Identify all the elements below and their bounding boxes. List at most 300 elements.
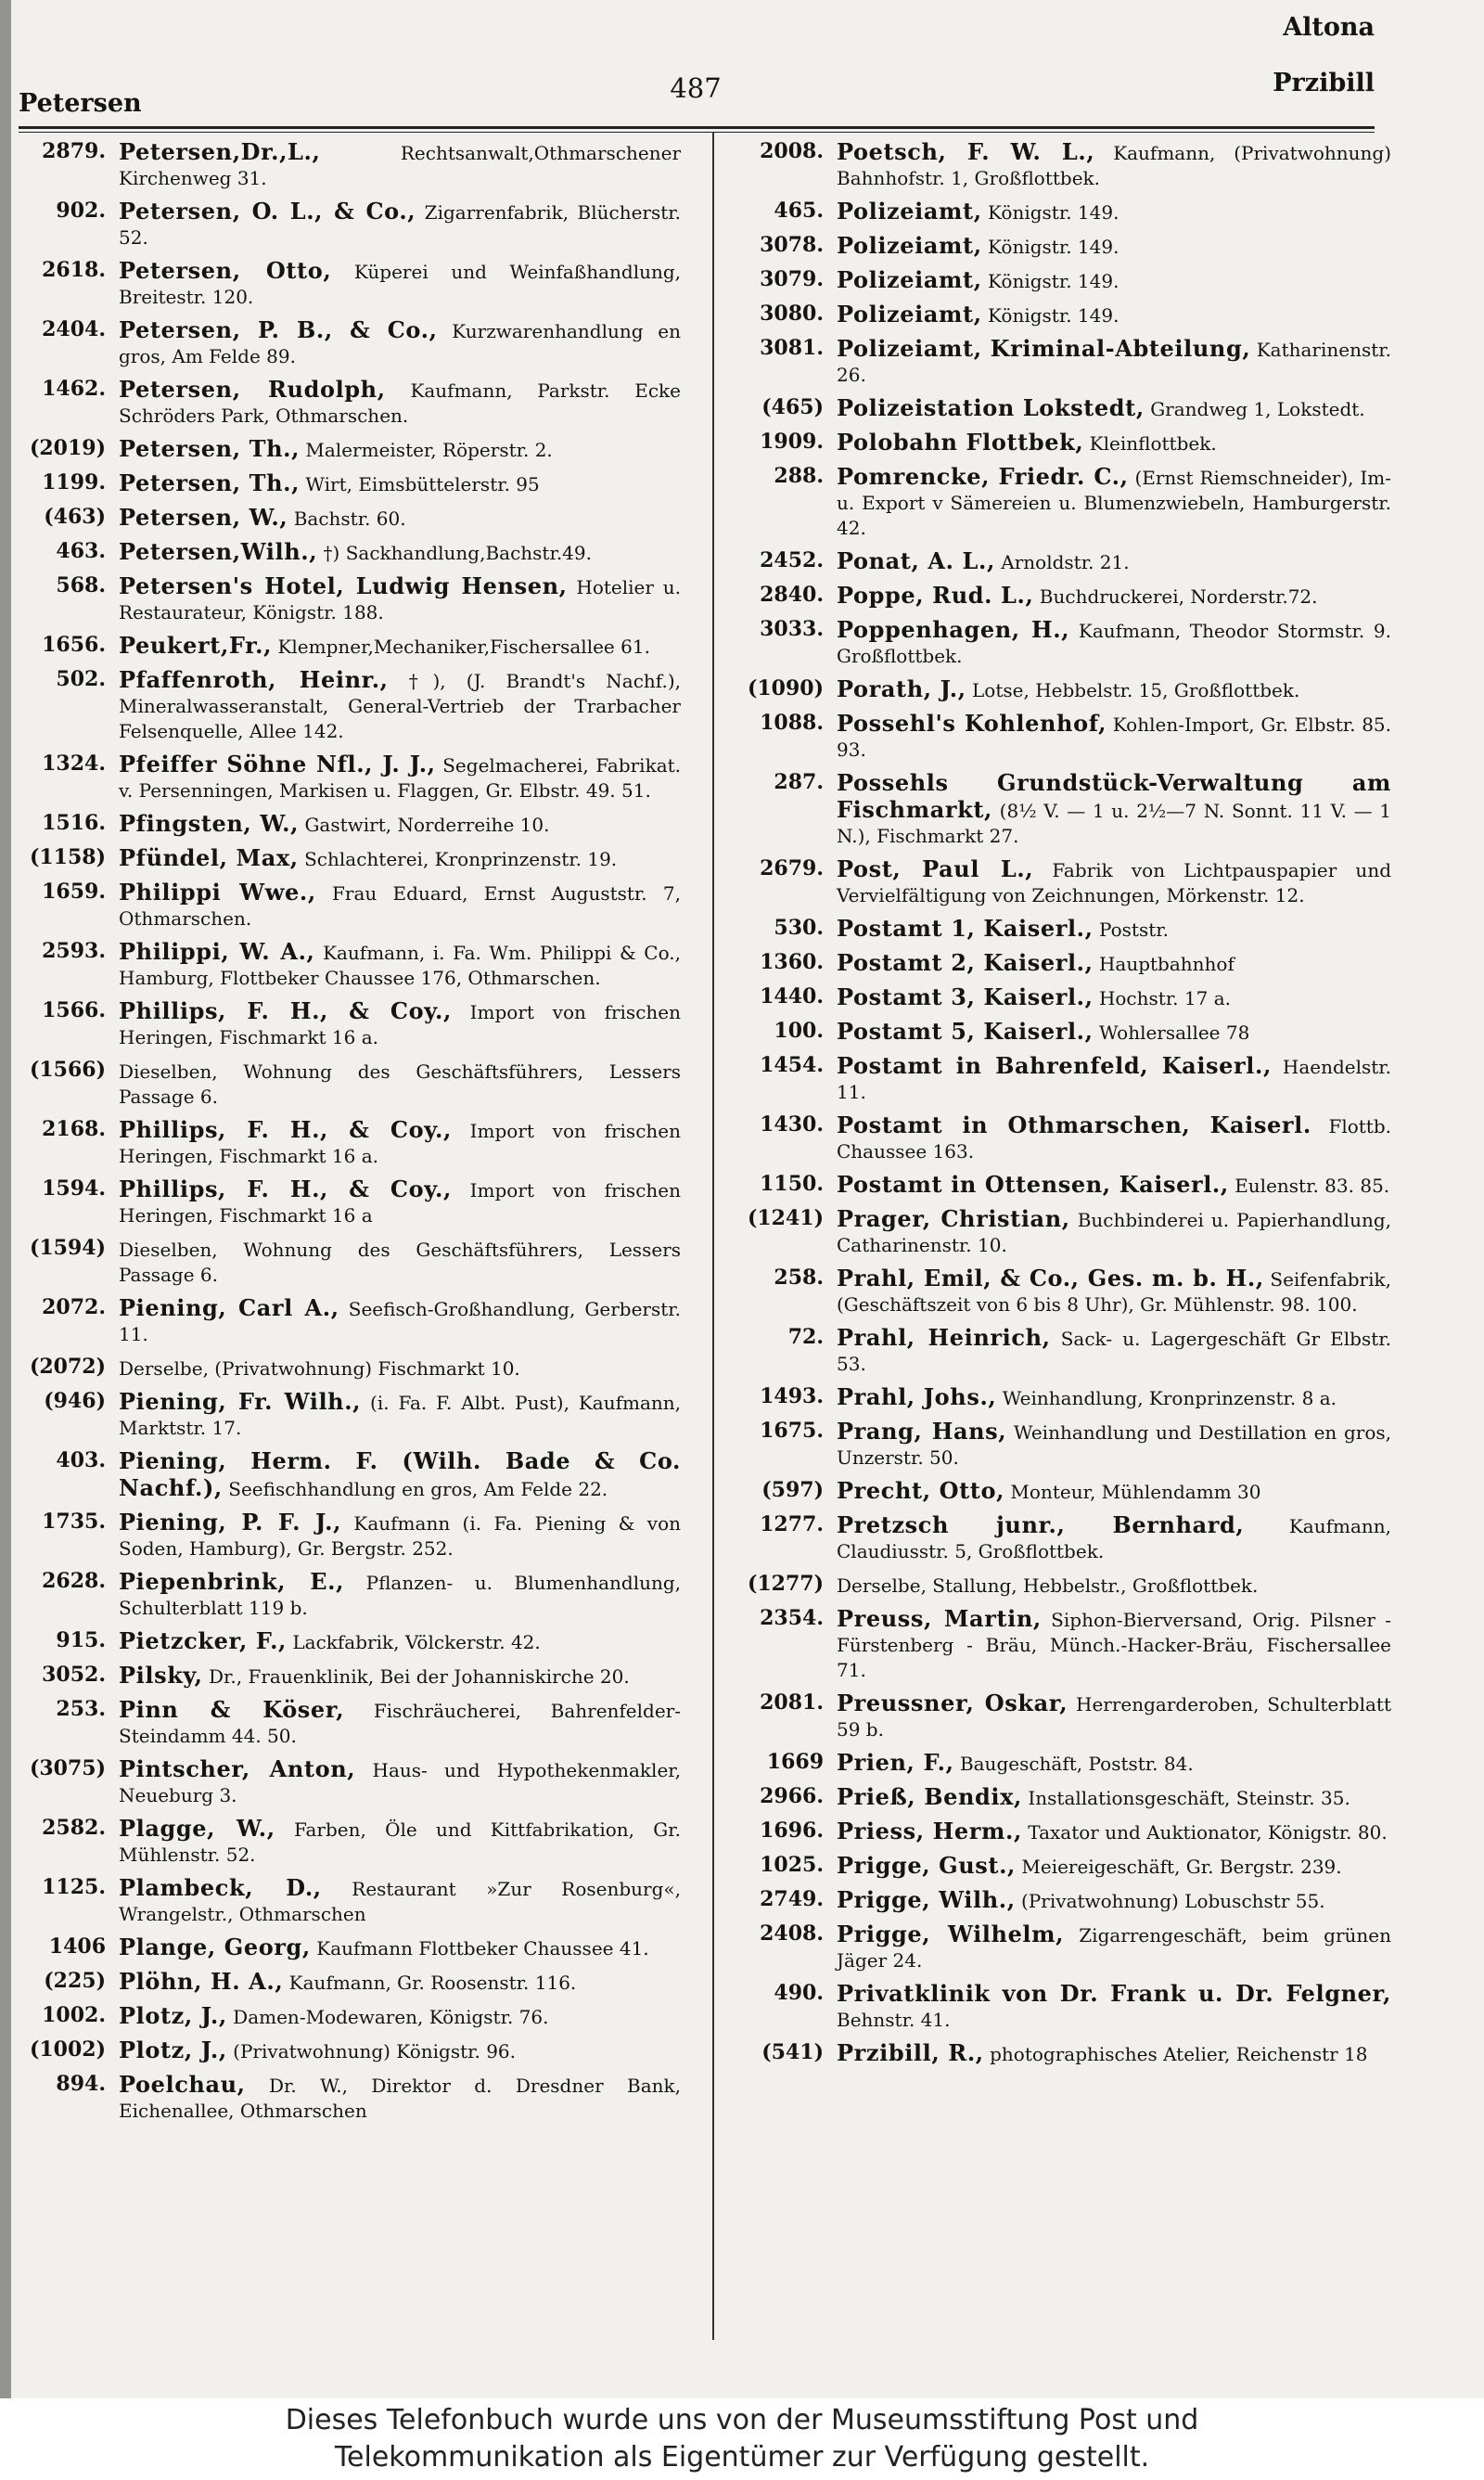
subscriber-name: Plöhn, H. A., — [119, 1968, 284, 1995]
directory-entry — [722, 1853, 1391, 1880]
phone-number: (597) — [761, 1478, 824, 1502]
entry-text — [119, 939, 681, 991]
entry-details: Königstr. 149. — [988, 270, 1119, 292]
directory-entry — [722, 2040, 1391, 2067]
entry-text — [837, 1887, 1391, 1914]
entry-text — [837, 711, 1391, 763]
subscriber-name: Petersen,Wilh., — [119, 538, 318, 565]
entry-details: Kohlen-Import, Gr. Elbstr. 85. 93. — [837, 713, 1392, 761]
subscriber-name: Philippi, W. A., — [119, 938, 315, 965]
subscriber-name: Polizeiamt, — [837, 266, 982, 293]
entry-details: Herrengarderoben, Schulterblatt 59 b. — [837, 1693, 1391, 1741]
entry-details: †), (J. Brandt's Nachf.), Mineralwasseranstalt, General-Vertrieb der Trarbacher Felsenquelle, Allee 142. — [119, 670, 681, 742]
phone-number: 1440. — [760, 984, 824, 1009]
entry-text — [119, 845, 681, 872]
directory-entry — [13, 1058, 681, 1110]
entry-details: Buchbinderei u. Papierhandlung, Catharinenstr. 10. — [837, 1209, 1391, 1256]
entry-details: Seifenfabrik, (Geschäftszeit von 6 bis 8 Uhr), Gr. Mühlenstr. 98. 100. — [837, 1268, 1391, 1316]
directory-entry — [722, 1478, 1391, 1505]
subscriber-name: Possehl's Kohlenhof, — [837, 710, 1107, 737]
phone-number: 258. — [774, 1266, 824, 1290]
page-edge-shadow — [0, 0, 11, 2398]
directory-entry — [722, 1784, 1391, 1811]
entry-text — [119, 998, 681, 1050]
directory-entry — [13, 1875, 681, 1927]
entry-text — [119, 1176, 681, 1228]
entry-text — [837, 1784, 1391, 1811]
entry-text — [837, 1172, 1391, 1199]
phone-number: (1594) — [29, 1236, 106, 1260]
directory-entry — [13, 998, 681, 1050]
entry-text — [119, 1355, 681, 1381]
directory-entry — [722, 950, 1391, 977]
entry-text — [837, 233, 1391, 260]
subscriber-name: Peukert,Fr., — [119, 632, 273, 659]
directory-entry — [722, 1921, 1391, 1973]
subscriber-name: Preuss, Martin, — [837, 1605, 1042, 1632]
left-column — [13, 139, 681, 2131]
entry-details: Dr. W., Direktor d. Dresdner Bank, Eichenallee, Othmarschen — [119, 2075, 681, 2122]
entry-details: Bachstr. 60. — [293, 508, 406, 530]
directory-entry — [13, 667, 681, 744]
phone-number: 463. — [56, 539, 106, 563]
phone-number: 2168. — [42, 1117, 106, 1141]
phone-number: 1696. — [760, 1818, 824, 1843]
phone-number: (1090) — [747, 676, 824, 700]
phone-number: 100. — [774, 1019, 824, 1043]
entry-details: Kaufmann, Gr. Roosenstr. 116. — [288, 1972, 577, 1994]
entry-details: Hauptbahnhof — [1098, 953, 1235, 975]
page-number: 487 — [670, 72, 722, 104]
subscriber-name: Petersen, Otto, — [119, 257, 332, 284]
phone-number: 1277. — [760, 1512, 824, 1536]
phone-number: 502. — [56, 667, 106, 691]
entry-text — [837, 676, 1391, 703]
entry-text — [837, 617, 1391, 669]
phone-number: 3079. — [760, 267, 824, 291]
directory-entry — [722, 711, 1391, 763]
entry-details: Taxator und Auktionator, Königstr. 80. — [1028, 1821, 1388, 1844]
subscriber-name: Postamt in Ottensen, Kaiserl., — [837, 1171, 1229, 1198]
entry-text — [119, 1448, 681, 1502]
subscriber-name: Petersen, W., — [119, 504, 288, 531]
directory-entry — [13, 2037, 681, 2064]
phone-number: 3052. — [42, 1663, 106, 1687]
subscriber-name: Preussner, Oskar, — [837, 1690, 1068, 1716]
directory-entry — [722, 302, 1391, 328]
entry-details: (8½ V. — 1 u. 2½—7 N. Sonnt. 11 V. — 1 N.), Fischmarkt 27. — [837, 800, 1391, 847]
subscriber-name: Piening, Fr. Wilh., — [119, 1388, 362, 1415]
entry-text — [119, 2003, 681, 2030]
phone-number: 894. — [56, 2072, 106, 2096]
entry-text — [837, 1384, 1391, 1411]
entry-details: Zigarrengeschäft, beim grünen Jäger 24. — [837, 1924, 1392, 1972]
phone-number: 530. — [774, 916, 824, 940]
directory-entry — [722, 548, 1391, 575]
entry-details: Seefischhandlung en gros, Am Felde 22. — [228, 1478, 608, 1500]
directory-entry — [722, 1384, 1391, 1411]
phone-number: 3078. — [760, 233, 824, 257]
phone-number: 1360. — [760, 950, 824, 974]
entry-text — [119, 1058, 681, 1110]
entry-text — [119, 880, 681, 932]
entry-text — [119, 1389, 681, 1441]
entry-details: Küperei und Weinfaßhandlung, Breitestr. 120. — [119, 261, 682, 308]
phone-number: 1199. — [42, 470, 106, 495]
subscriber-name: Piening, Carl A., — [119, 1294, 339, 1321]
subscriber-name: Pfingsten, W., — [119, 810, 300, 837]
subscriber-name: Pinn & Köser, — [119, 1696, 345, 1723]
directory-entry — [722, 856, 1391, 908]
directory-entry — [722, 1981, 1391, 2033]
entry-text — [837, 950, 1391, 977]
running-head-location: Altona — [1283, 13, 1375, 42]
subscriber-name: Prahl, Heinrich, — [837, 1324, 1051, 1351]
subscriber-name: Prigge, Gust., — [837, 1852, 1017, 1879]
entry-text — [119, 1569, 681, 1621]
phone-number: 2354. — [760, 1606, 824, 1630]
entry-details: Farben, Öle und Kittfabrikation, Gr. Mühlenstr. 52. — [119, 1818, 681, 1866]
phone-number: (1566) — [29, 1058, 106, 1082]
subscriber-name: Polizeiamt, — [837, 301, 982, 328]
phone-number: 2628. — [42, 1569, 106, 1593]
entry-text — [837, 1112, 1391, 1164]
entry-details: Buchdruckerei, Norderstr.72. — [1039, 585, 1318, 608]
phone-number: 2618. — [42, 258, 106, 282]
directory-entry — [13, 1355, 681, 1381]
entry-details: Hotelier u. Restaurateur, Königstr. 188. — [119, 576, 682, 623]
subscriber-name: Porath, J., — [837, 675, 966, 702]
subscriber-name: Precht, Otto, — [837, 1477, 1005, 1504]
entry-text — [119, 470, 681, 497]
entry-details: Wohlersallee 78 — [1098, 1022, 1250, 1044]
entry-text — [119, 1934, 681, 1961]
subscriber-name: Ponat, A. L., — [837, 547, 995, 574]
entry-details: Installationsgeschäft, Steinstr. 35. — [1028, 1787, 1350, 1809]
entry-details: Kaufmann, i. Fa. Wm. Philippi & Co., Hamburg, Flottbeker Chaussee 176, Othmarschen. — [119, 942, 682, 989]
directory-entry — [13, 1697, 681, 1749]
entry-details: Katharinenstr. 26. — [837, 339, 1391, 386]
entry-details: Sack- u. Lagergeschäft Gr Elbstr. 53. — [837, 1328, 1391, 1375]
entry-text — [837, 1266, 1391, 1317]
phone-number: 915. — [56, 1628, 106, 1652]
directory-entry — [722, 139, 1391, 191]
directory-entry — [13, 258, 681, 310]
phone-number: 1454. — [760, 1053, 824, 1077]
entry-details: Dr., Frauenklinik, Bei der Johanniskirche 20. — [209, 1665, 630, 1688]
directory-entry — [13, 1389, 681, 1441]
directory-entry — [13, 752, 681, 803]
entry-details: Eulenstr. 83. 85. — [1235, 1175, 1390, 1197]
directory-entry — [13, 573, 681, 625]
subscriber-name: Petersen's Hotel, Ludwig Hensen, — [119, 572, 568, 599]
entry-text — [119, 199, 681, 251]
phone-number: 490. — [774, 1981, 824, 2005]
running-head-right: Przibill — [1273, 69, 1375, 97]
header-rule-thin — [19, 132, 1375, 133]
entry-text — [837, 336, 1391, 388]
subscriber-name: Plotz, J., — [119, 2002, 227, 2029]
phone-number: 1659. — [42, 880, 106, 904]
entry-details: Hochstr. 17 a. — [1098, 987, 1231, 1009]
subscriber-name: Prang, Hans, — [837, 1418, 1007, 1445]
entry-text — [837, 548, 1391, 575]
entry-details: Monteur, Mühlendamm 30 — [1010, 1481, 1261, 1503]
directory-entry — [722, 1887, 1391, 1914]
entry-details: (Privatwohnung) Lobuschstr 55. — [1021, 1890, 1325, 1912]
subscriber-name: Post, Paul L., — [837, 855, 1034, 882]
subscriber-name: Polizeistation Lokstedt, — [837, 394, 1145, 421]
directory-entry — [722, 1325, 1391, 1377]
phone-number: (946) — [44, 1389, 106, 1413]
subscriber-name: Plambeck, D., — [119, 1874, 322, 1901]
running-head-left: Petersen — [19, 89, 142, 118]
directory-entry — [722, 395, 1391, 422]
directory-entry — [13, 845, 681, 872]
directory-entry — [13, 811, 681, 838]
entry-details: Dieselben, Wohnung des Geschäftsführers, Lessers Passage 6. — [119, 1060, 681, 1108]
entry-details: Grandweg 1, Lokstedt. — [1150, 398, 1365, 420]
entry-details: (i. Fa. F. Albt. Pust), Kaufmann, Marktstr. 17. — [119, 1392, 681, 1439]
subscriber-name: Plotz, J., — [119, 2037, 227, 2063]
footer-line-1: Dieses Telefonbuch wurde uns von der Museumsstiftung Post und — [285, 2404, 1199, 2436]
phone-number: 2749. — [760, 1887, 824, 1911]
subscriber-name: Pfündel, Max, — [119, 844, 299, 871]
subscriber-name: Philippi Wwe., — [119, 879, 316, 906]
directory-entry — [13, 436, 681, 463]
directory-entry — [722, 1266, 1391, 1317]
directory-entry — [722, 1690, 1391, 1742]
subscriber-name: Petersen, Th., — [119, 469, 301, 496]
phone-number: 3081. — [760, 336, 824, 360]
entry-text — [837, 1853, 1391, 1880]
entry-text — [119, 1875, 681, 1927]
phone-number: 2679. — [760, 856, 824, 880]
subscriber-name: Petersen, P. B., & Co., — [119, 316, 438, 343]
entry-details: Kaufmann, Theodor Stormstr. 9. Großflottbek. — [837, 620, 1392, 667]
entry-details: Kaufmann, Claudiusstr. 5, Großflottbek. — [837, 1515, 1392, 1562]
directory-entry — [13, 199, 681, 251]
directory-entry — [13, 470, 681, 497]
entry-details: Malermeister, Röperstr. 2. — [305, 439, 553, 461]
entry-details: Fischräucherei, Bahrenfelder-Steindamm 44. 50. — [119, 1700, 681, 1747]
entry-text — [837, 395, 1391, 422]
directory-entry — [13, 1756, 681, 1808]
directory-entry — [13, 1934, 681, 1961]
phone-number: 2582. — [42, 1816, 106, 1840]
phone-number: 72. — [787, 1325, 824, 1349]
entry-text — [837, 199, 1391, 225]
subscriber-name: Piening, Herm. F. (Wilh. Bade & Co. Nachf.), — [119, 1447, 681, 1501]
subscriber-name: Phillips, F. H., & Coy., — [119, 1116, 452, 1143]
phone-number: 2452. — [760, 548, 824, 572]
directory-entry — [722, 430, 1391, 456]
phone-number: 1462. — [42, 377, 106, 401]
entry-details: Pflanzen- u. Blumenhandlung, Schulterblatt 119 b. — [119, 1572, 682, 1619]
phone-number: 2404. — [42, 317, 106, 341]
directory-entry — [722, 1419, 1391, 1471]
directory-entry — [13, 2072, 681, 2124]
directory-entry — [13, 1236, 681, 1288]
entry-details: Königstr. 149. — [988, 304, 1119, 327]
phone-number: 1025. — [760, 1853, 824, 1877]
directory-entry — [13, 139, 681, 191]
directory-entry — [13, 1663, 681, 1690]
directory-entry — [13, 1448, 681, 1502]
directory-entry — [13, 317, 681, 369]
entry-text — [119, 539, 681, 566]
directory-entry — [722, 1750, 1391, 1777]
entry-text — [119, 1816, 681, 1868]
entry-text — [119, 1756, 681, 1808]
directory-entry — [722, 1172, 1391, 1199]
phone-number: 403. — [56, 1448, 106, 1472]
directory-entry — [13, 1510, 681, 1561]
directory-entry — [13, 1295, 681, 1347]
entry-text — [837, 464, 1391, 541]
entry-details: Fabrik von Lichtpauspapier und Vervielfältigung von Zeichnungen, Mörkenstr. 12. — [837, 859, 1391, 906]
phone-number: 1150. — [760, 1172, 824, 1196]
directory-entry — [722, 1053, 1391, 1105]
entry-details: Schlachterei, Kronprinzenstr. 19. — [304, 848, 618, 870]
directory-entry — [13, 1569, 681, 1621]
phone-number: 1406 — [48, 1934, 106, 1959]
phone-number: 1656. — [42, 633, 106, 657]
directory-entry — [13, 505, 681, 532]
entry-text — [837, 1750, 1391, 1777]
entry-details: Kaufmann (i. Fa. Piening & von Soden, Hamburg), Gr. Bergstr. 252. — [119, 1512, 681, 1560]
phone-number: (3075) — [29, 1756, 106, 1780]
subscriber-name: Postamt in Bahrenfeld, Kaiserl., — [837, 1052, 1272, 1079]
directory-entry — [13, 1117, 681, 1169]
subscriber-name: Poppenhagen, H., — [837, 616, 1070, 643]
subscriber-name: Phillips, F. H., & Coy., — [119, 1176, 452, 1202]
directory-entry — [722, 770, 1391, 849]
entry-details: Derselbe, Stallung, Hebbelstr., Großflottbek. — [837, 1574, 1259, 1597]
phone-number: 465. — [774, 199, 824, 223]
entry-details: Rechtsanwalt,Othmarschener Kirchenweg 31. — [119, 142, 681, 189]
subscriber-name: Poetsch, F. W. L., — [837, 138, 1095, 165]
phone-number: 287. — [774, 770, 824, 794]
entry-text — [837, 1053, 1391, 1105]
phone-number: 3080. — [760, 302, 824, 326]
entry-details: Königstr. 149. — [988, 201, 1119, 224]
subscriber-name: Poppe, Rud. L., — [837, 582, 1034, 609]
phone-number: 1088. — [760, 711, 824, 735]
entry-text — [119, 317, 681, 369]
subscriber-name: Przibill, R., — [837, 2039, 984, 2066]
phone-number: 1493. — [760, 1384, 824, 1408]
phone-number: 3033. — [760, 617, 824, 641]
entry-text — [837, 984, 1391, 1011]
subscriber-name: Prahl, Johs., — [837, 1383, 997, 1410]
subscriber-name: Pomrencke, Friedr. C., — [837, 463, 1129, 490]
subscriber-name: Plagge, W., — [119, 1815, 275, 1842]
entry-details: Klempner,Mechaniker,Fischersallee 61. — [277, 636, 650, 658]
subscriber-name: Polobahn Flottbek, — [837, 429, 1084, 456]
subscriber-name: Postamt 5, Kaiserl., — [837, 1018, 1094, 1045]
entry-text — [119, 505, 681, 532]
directory-entry — [722, 199, 1391, 225]
directory-entry — [13, 1628, 681, 1655]
entry-text — [837, 1921, 1391, 1973]
directory-entry — [722, 464, 1391, 541]
entry-text — [837, 583, 1391, 610]
entry-details: Meiereigeschäft, Gr. Bergstr. 239. — [1021, 1856, 1342, 1878]
subscriber-name: Pintscher, Anton, — [119, 1755, 356, 1782]
subscriber-name: Pretzsch junr., Bernhard, — [837, 1511, 1245, 1538]
entry-text — [119, 1697, 681, 1749]
entry-text — [837, 1019, 1391, 1046]
entry-text — [119, 1236, 681, 1288]
entry-details: Weinhandlung, Kronprinzenstr. 8 a. — [1002, 1387, 1337, 1409]
entry-details: Derselbe, (Privatwohnung) Fischmarkt 10. — [119, 1357, 520, 1380]
directory-entry — [722, 1512, 1391, 1564]
entry-details: Dieselben, Wohnung des Geschäftsführers, Lessers Passage 6. — [119, 1239, 681, 1286]
entry-details: Kleinflottbek. — [1089, 432, 1217, 455]
directory-entry — [13, 1816, 681, 1868]
phone-number: 1125. — [42, 1875, 106, 1899]
subscriber-name: Pfaffenroth, Heinr., — [119, 666, 389, 693]
entry-text — [119, 752, 681, 803]
phone-number: 2966. — [760, 1784, 824, 1808]
entry-text — [119, 633, 681, 660]
directory-entry — [722, 267, 1391, 294]
column-divider — [712, 132, 714, 2340]
directory-entry — [722, 1206, 1391, 1258]
entry-details: Baugeschäft, Poststr. 84. — [959, 1753, 1194, 1775]
directory-entry — [722, 676, 1391, 703]
entry-text — [837, 430, 1391, 456]
entry-text — [119, 667, 681, 744]
directory-entry — [722, 617, 1391, 669]
phone-number: (541) — [761, 2040, 824, 2064]
phone-number: 1735. — [42, 1510, 106, 1534]
entry-text — [837, 1606, 1391, 1683]
phone-number: (1277) — [747, 1572, 824, 1596]
phone-number: (225) — [44, 1969, 106, 1993]
entry-details: †) Sackhandlung,Bachstr.49. — [323, 542, 592, 564]
phone-number: (1241) — [747, 1206, 824, 1230]
directory-entry — [13, 539, 681, 566]
entry-details: Königstr. 149. — [988, 236, 1119, 258]
entry-details: Import von frischen Heringen, Fischmarkt 16 a — [119, 1179, 681, 1227]
directory-entry — [13, 633, 681, 660]
subscriber-name: Petersen, Rudolph, — [119, 376, 386, 403]
entry-details: Kaufmann Flottbeker Chaussee 41. — [316, 1937, 649, 1960]
entry-details: Flottb. Chaussee 163. — [837, 1115, 1392, 1163]
phone-number: 1002. — [42, 2003, 106, 2027]
directory-entry — [13, 2003, 681, 2030]
directory-entry — [13, 377, 681, 429]
phone-number: (1002) — [29, 2037, 106, 2062]
subscriber-name: Postamt 1, Kaiserl., — [837, 915, 1094, 942]
directory-entry — [722, 583, 1391, 610]
phone-number: (2072) — [29, 1355, 106, 1379]
subscriber-name: Priess, Herm., — [837, 1818, 1022, 1844]
entry-text — [119, 139, 681, 191]
entry-details: Lotse, Hebbelstr. 15, Großflottbek. — [972, 679, 1300, 701]
entry-details: Kurzwarenhandlung en gros, Am Felde 89. — [119, 320, 681, 367]
entry-details: Gastwirt, Norderreihe 10. — [304, 814, 550, 836]
subscriber-name: Polizeiamt, Kriminal-Abteilung, — [837, 335, 1251, 362]
phone-number: 1516. — [42, 811, 106, 835]
phone-number: 2408. — [760, 1921, 824, 1946]
entry-details: (Privatwohnung) Königstr. 96. — [233, 2040, 517, 2062]
directory-entry — [13, 1176, 681, 1228]
directory-entry — [722, 1112, 1391, 1164]
directory-entry — [13, 1969, 681, 1996]
